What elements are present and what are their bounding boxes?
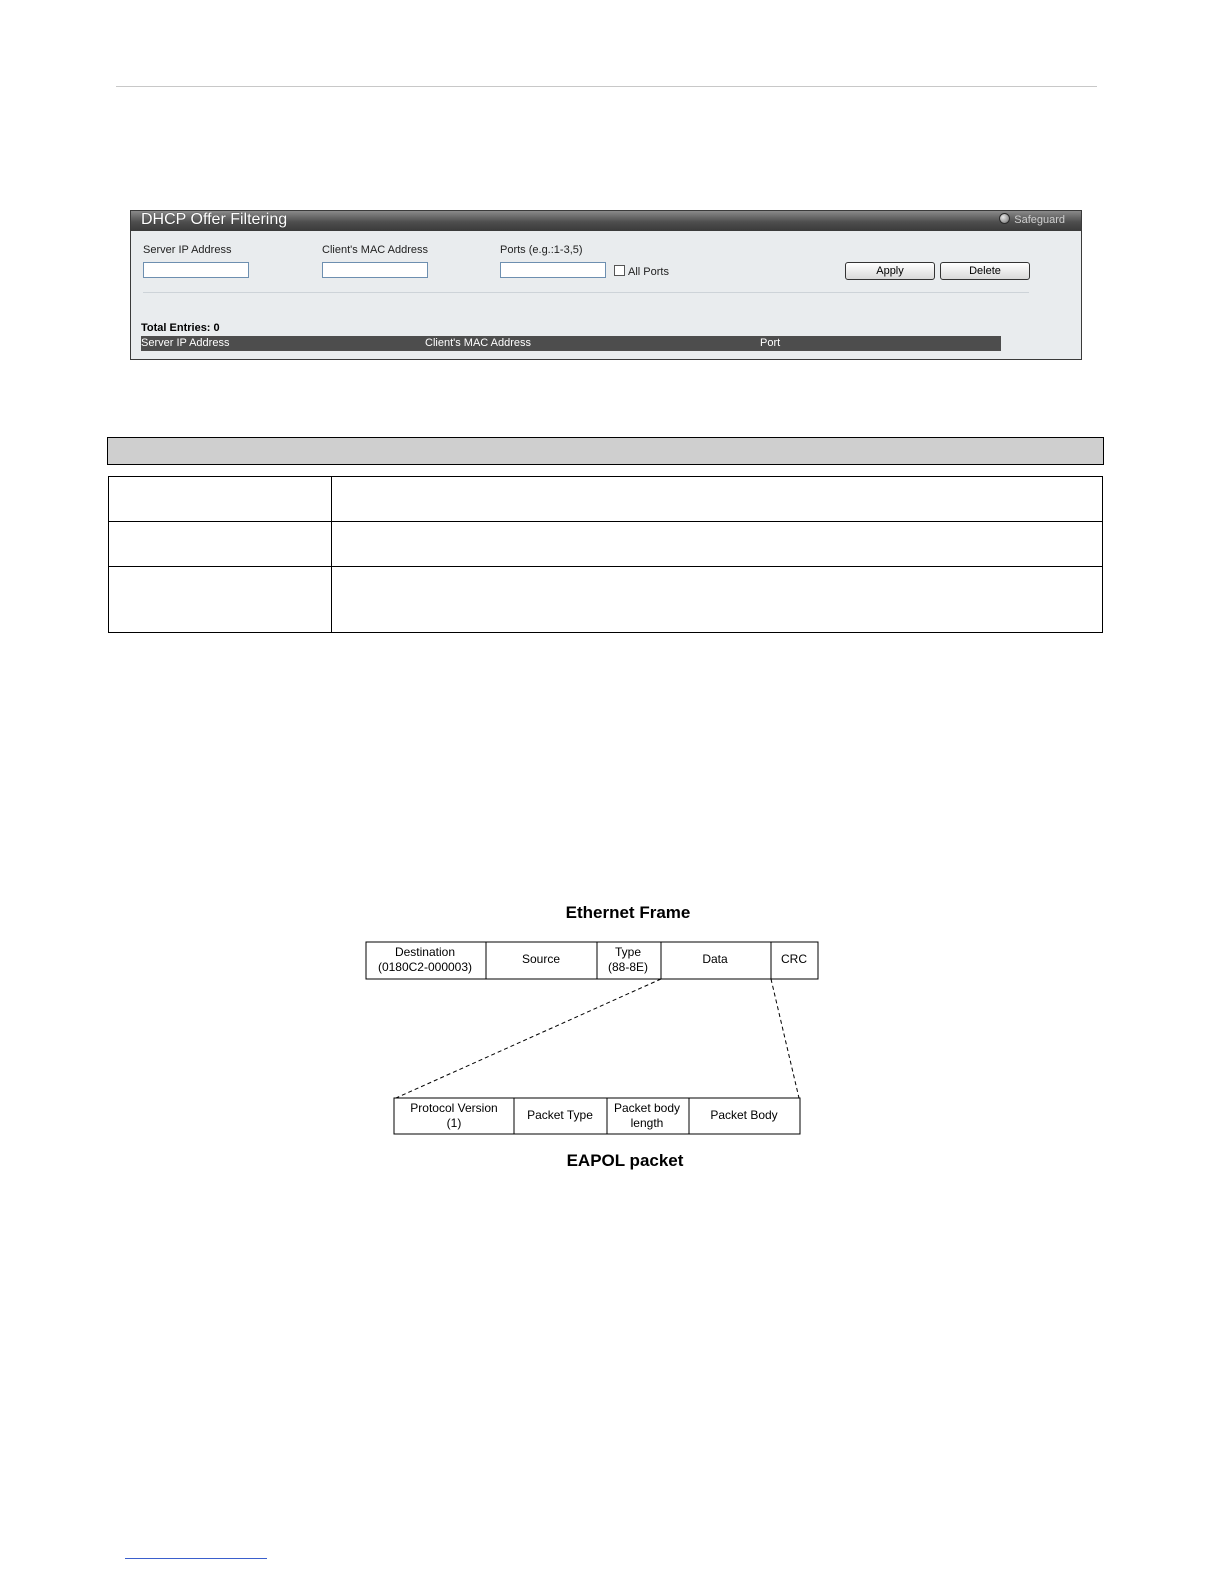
ports-input[interactable] — [500, 262, 606, 278]
ethernet-frame-title: Ethernet Frame — [565, 903, 691, 922]
delete-button[interactable]: Delete — [940, 262, 1030, 280]
frame-field-destination-value: (0180C2-000003) — [377, 960, 473, 974]
packet-field-packet-body: Packet Body — [710, 1108, 778, 1122]
safeguard-label: Safeguard — [1014, 214, 1065, 226]
panel-title-bar — [131, 211, 1081, 231]
packet-field-body-length: Packet body — [613, 1101, 681, 1115]
table-row — [109, 477, 1102, 521]
safeguard-indicator — [999, 213, 1065, 228]
column-port: Port — [760, 337, 781, 349]
client-mac-label: Client's MAC Address — [322, 244, 429, 256]
frame-field-destination: Destination — [394, 945, 456, 959]
server-ip-label: Server IP Address — [143, 244, 232, 256]
footer-link-underline[interactable] — [125, 1558, 267, 1559]
column-client-mac: Client's MAC Address — [425, 337, 532, 349]
all-ports-label: All Ports — [628, 266, 669, 278]
zoom-line-right — [771, 979, 799, 1098]
packet-field-protocol-version: Protocol Version — [410, 1101, 498, 1115]
packet-field-protocol-version-value: (1) — [446, 1116, 462, 1130]
eapol-packet-title: EAPOL packet — [566, 1151, 684, 1170]
packet-field-packet-type: Packet Type — [527, 1108, 593, 1122]
frame-field-type-value: (88-8E) — [607, 960, 649, 974]
table-row — [109, 566, 1102, 632]
safeguard-icon — [999, 213, 1010, 224]
eapol-diagram-svg — [340, 895, 860, 1185]
description-table-header — [107, 437, 1104, 465]
eapol-diagram — [340, 895, 860, 1185]
frame-field-type: Type — [614, 945, 642, 959]
column-server-ip: Server IP Address — [141, 337, 230, 349]
dhcp-offer-filtering-panel — [130, 210, 1082, 360]
frame-field-data: Data — [702, 952, 728, 966]
packet-field-body-length-2: length — [630, 1116, 664, 1130]
table-row — [109, 521, 1102, 566]
total-entries: Total Entries: 0 — [141, 322, 220, 334]
frame-field-crc: CRC — [781, 952, 807, 966]
apply-button[interactable]: Apply — [845, 262, 935, 280]
panel-divider — [143, 292, 1029, 293]
server-ip-input[interactable] — [143, 262, 249, 278]
ports-label: Ports (e.g.:1-3,5) — [500, 244, 583, 256]
entries-table-header — [141, 336, 1001, 351]
zoom-line-left — [396, 979, 661, 1098]
frame-field-source: Source — [521, 952, 561, 966]
client-mac-input[interactable] — [322, 262, 428, 278]
description-table — [108, 476, 1103, 633]
panel-title: DHCP Offer Filtering — [141, 211, 288, 228]
all-ports-checkbox[interactable] — [614, 265, 625, 276]
header-rule — [116, 86, 1097, 87]
